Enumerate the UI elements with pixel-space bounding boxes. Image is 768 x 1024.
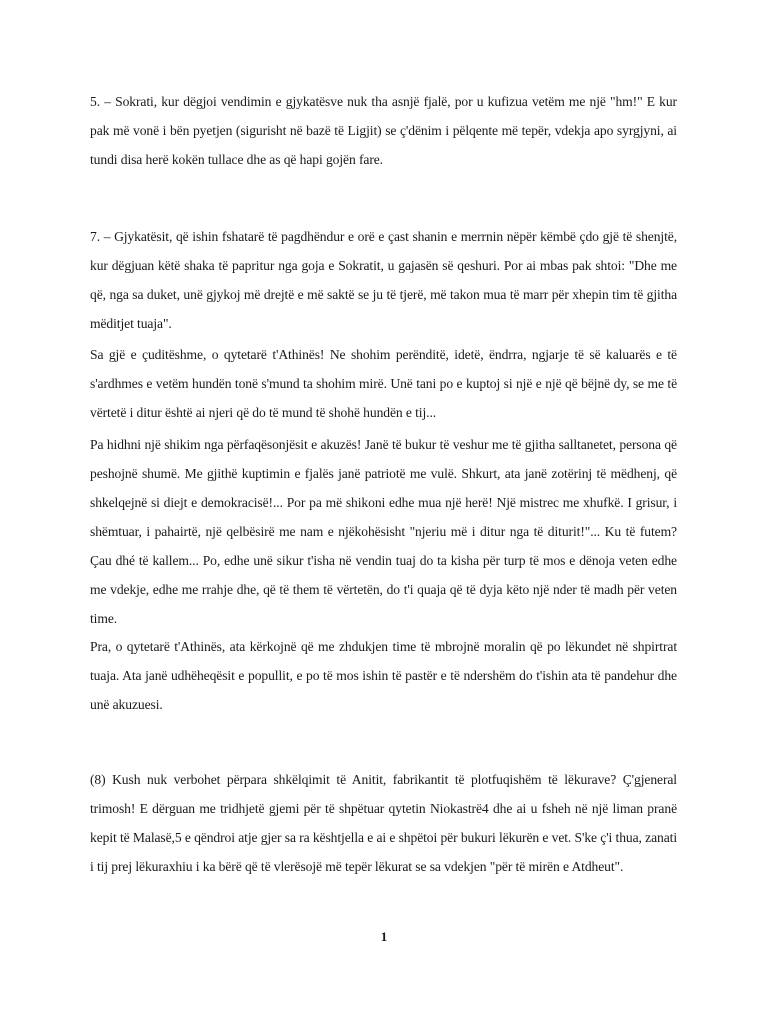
paragraph-nose: Sa gjë e çuditëshme, o qytetarë t'Athinës! Ne shohim perënditë, idetë, ëndrra, ngjarje të së kaluarës e të s'ardhmes e vetëm hundën tonë s'mund ta shohim mirë. Unë tani po e kuptoj si një e një që bëjnë dy, se me të vërtetë i ditur është ai njeri që do të mund të shohë hundën e tij... — [90, 347, 677, 420]
page-number: 1 — [380, 929, 388, 944]
paragraph-5: 5. – Sokrati, kur dëgjoi vendimin e gjykatësve nuk tha asnjë fjalë, por u kufizua vetëm me një "hm!" E kur pak më vonë i bën pyetjen (sigurisht në bazë të Ligjit) se ç'dënim i pëlqente më tepër, vdekja apo syrgjyni, ai tundi disa herë kokën tullace dhe as që hapi gojën fare. — [90, 94, 677, 167]
paragraph-8: (8) Kush nuk verbohet përpara shkëlqimit të Anitit, fabrikantit të plotfuqishëm të lëkurave? Ç'gjeneral trimosh! E dërguan me tridhjetë gjemi për të shpëtuar qytetin Niokastrë4 dhe ai u fsheh në një liman pranë kepit të Malasë,5 e qëndroi atje gjer sa ra kështjella e ai e shpëtoi për bukuri lëkurën e vet. S'ke ç'i thua, zanati i tij prej lëkuraxhiu i ka bërë që të vlerësojë më tepër lëkurat se sa vdekjen "për të mirën e Atdheut". — [90, 772, 677, 874]
paragraph-7: 7. – Gjykatësit, që ishin fshatarë të pagdhëndur e orë e çast shanin e merrnin nëpër këmbë çdo gjë të shenjtë, kur dëgjuan këtë shaka të papritur nga goja e Sokratit, u gajasën së qeshuri. Por ai mbas pak shtoi: "Dhe me që, nga sa duket, unë gjykoj më drejtë e më saktë se ju të tjerë, më takon mua të marr për xhepin tim të gjitha mëditjet tuaja". — [90, 229, 677, 331]
paragraph-morality: Pra, o qytetarë t'Athinës, ata kërkojnë që me zhdukjen time të mbrojnë moralin që po lëkundet në shpirtrat tuaja. Ata janë udhëheqësit e popullit, e po të mos ishin të pastër e të ndershëm do t'ishin ata të pandehur dhe unë akuzuesi. — [90, 639, 677, 712]
paragraph-accusers: Pa hidhni një shikim nga përfaqësonjësit e akuzës! Janë të bukur të veshur me të gjitha salltanetet, persona që peshojnë shumë. Me gjithë kuptimin e fjalës janë patriotë me vulë. Shkurt, ata janë zotërinj të mëdhenj, që shkelqejnë si diejt e demokracisë!... Por pa më shikoni edhe mua një herë! Një mistrec me xhufkë. I grisur, i shëmtuar, i pahairtë, një qelbësirë me nam e njëkohësisht "njeriu më i ditur nga të diturit!"... Ku të futem? Çau dhé të kallem... Po, edhe unë sikur t'isha në vendin tuaj do ta kisha për turp të mos e dënoja veten edhe me vdekje, edhe me rrahje dhe, që të them të vërtetën, do t'i quaja që të dyja këto një nder të madh për veten time. — [90, 437, 677, 626]
